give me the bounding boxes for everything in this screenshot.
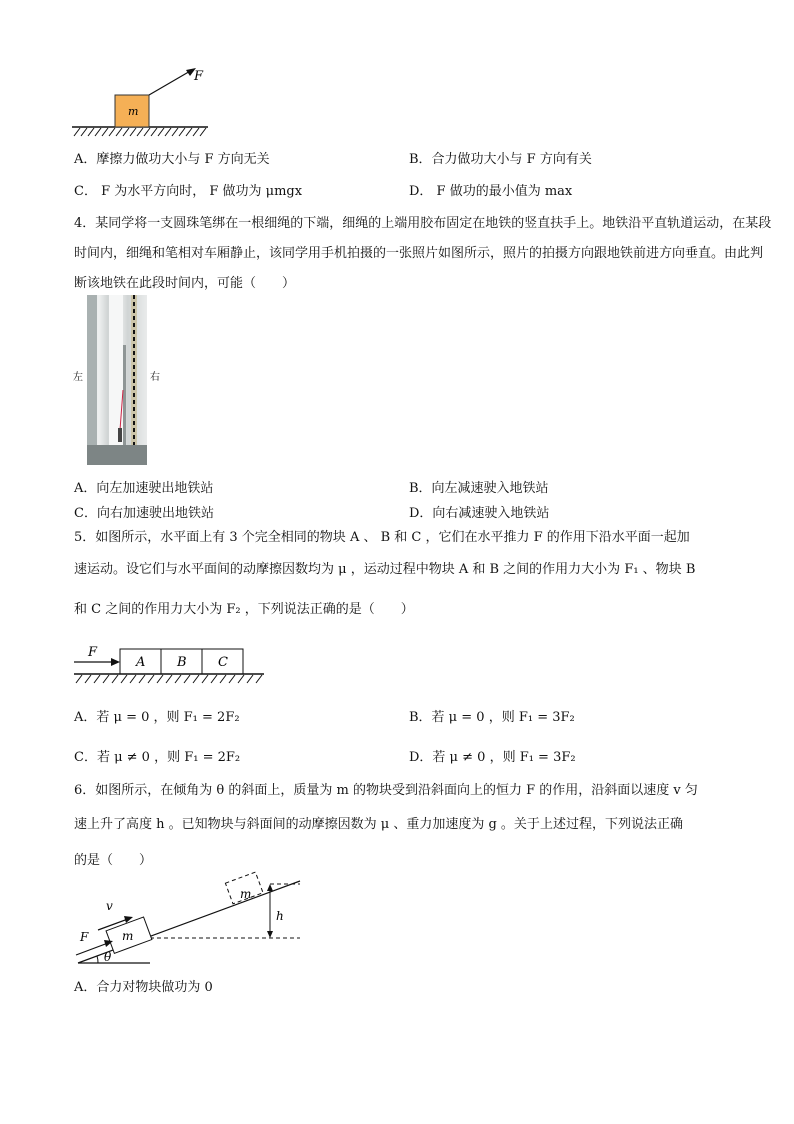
q4-stem: 4．某同学将一支圆珠笔绑在一根细绳的下端，细绳的上端用胶布固定在地铁的竖直扶手上。地铁沿平直轨道运动，在某段时间内，细绳和笔相对车厢静止，该同学用手机拍摄的一张照片如图所示，照片的拍摄方向跟地铁前进方向垂直。由此判断该地铁在此段时间内，可能（ ） (74, 216, 772, 291)
q6-stem-line-2: 速上升了高度 h 。已知物块与斜面间的动摩擦因数为 μ 、重力加速度为 g 。关于上述过程，下列说法正确 (74, 817, 683, 832)
q4-left-label: 左 (73, 372, 83, 383)
q4-option-c: C．向右加速驶出地铁站 (74, 506, 214, 521)
q6-incline (78, 881, 300, 963)
q3-force-arrow (149, 70, 192, 95)
q5-stem-line-3: 和 C 之间的作用力大小为 F₂ ，下列说法正确的是（ ） (74, 602, 414, 617)
q6-force-label: F (80, 930, 89, 944)
q6-option-a: A．合力对物块做功为 0 (74, 980, 213, 995)
q6-angle-label: θ (104, 950, 112, 964)
q4-subway-photo (87, 295, 147, 465)
q6-block-label: m (122, 929, 134, 943)
q6-stem-line-3: 的是（ ） (74, 853, 153, 868)
q4-option-d: D．向右减速驶入地铁站 (409, 506, 550, 521)
q5-option-d: D．若 μ ≠ 0 ，则 F₁ = 3F₂ (409, 750, 576, 765)
q5-block-b-label: B (177, 655, 187, 670)
q6-block-top-label: m (240, 887, 252, 901)
q5-stem-line-2: 速运动。设它们与水平面间的动摩擦因数均为 μ ，运动过程中物块 A 和 B 之间的作用力大小为 F₁ 、物块 B (74, 562, 696, 577)
q4-right-label: 右 (150, 372, 160, 383)
q5-figure (70, 640, 270, 690)
q6-velocity-label: v (106, 899, 113, 913)
q3-option-b: B．合力做功大小与 F 方向有关 (409, 152, 592, 167)
q3-option-a: A．摩擦力做功大小与 F 方向无关 (74, 152, 270, 167)
q4-option-b: B．向左减速驶入地铁站 (409, 481, 549, 496)
q5-option-a: A．若 μ = 0 ，则 F₁ = 2F₂ (74, 710, 240, 725)
q5-force-label: F (88, 645, 98, 660)
q6-stem-line-1: 6．如图所示，在倾角为 θ 的斜面上，质量为 m 的物块受到沿斜面向上的恒力 F 的作用，沿斜面以速度 v 匀 (74, 783, 698, 798)
q5-block-c-label: C (218, 655, 228, 670)
q6-height-label: h (276, 909, 284, 923)
q3-block-label: m (128, 105, 139, 118)
q3-force-label: F (194, 69, 204, 84)
q3-figure (68, 60, 218, 140)
q3-option-d: D． F 做功的最小值为 max (409, 184, 573, 199)
q5-block-a-label: A (136, 655, 146, 670)
q4-option-a: A．向左加速驶出地铁站 (74, 481, 214, 496)
q5-stem-line-1: 5．如图所示，水平面上有 3 个完全相同的物块 A 、 B 和 C ，它们在水平推力 F 的作用下沿水平面一起加 (74, 530, 690, 545)
q3-option-c: C． F 为水平方向时， F 做功为 μmgx (74, 184, 303, 199)
q5-option-b: B．若 μ = 0 ，则 F₁ = 3F₂ (409, 710, 575, 725)
q6-figure (70, 868, 310, 968)
q5-option-c: C．若 μ ≠ 0 ，则 F₁ = 2F₂ (74, 750, 241, 765)
q4-photo-drawing (87, 295, 147, 465)
